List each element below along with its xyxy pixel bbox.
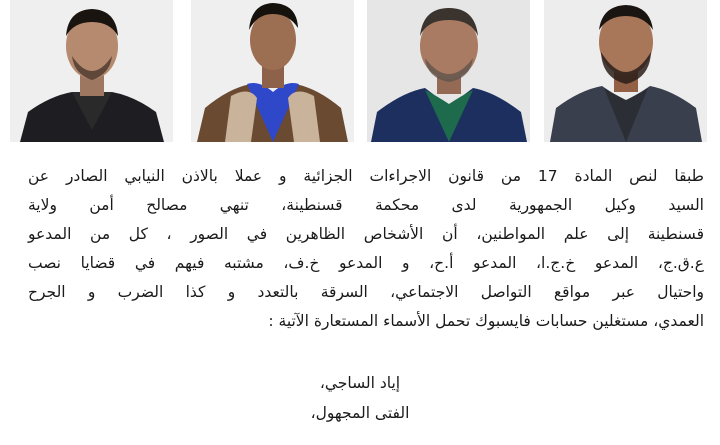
- portrait-image: [10, 0, 173, 142]
- portrait-image: [367, 0, 530, 142]
- suspect-photo-4: [544, 0, 707, 142]
- alias-2: الفتى المجهول،: [310, 404, 410, 422]
- notice-line-4: ع.ق.ج، المدعو خ.ج.ا، المدعو أ.ح، و المدعو خ.ف، مشتبه فيهم في قضايا نصب: [28, 254, 704, 272]
- suspect-photo-1: [10, 0, 173, 142]
- notice-line-3: قسنطينة إلى علم المواطنين، أن الأشخاص الظاهرين في الصور ، كل من المدعو: [28, 225, 704, 243]
- notice-line-2: السيد وكيل الجمهورية لدى محكمة قسنطينة، تنهي مصالح أمن ولاية: [28, 196, 704, 214]
- alias-list: [0, 368, 720, 428]
- suspect-photos-row: [0, 0, 720, 150]
- suspect-photo-2: [191, 0, 354, 142]
- notice-line-1: طبقا لنص المادة 17 من قانون الاجراءات الجزائية و عملا بالاذن النيابي الصادر عن: [28, 167, 704, 185]
- alias-1: إياد الساجي،: [319, 374, 401, 392]
- police-notice-text: [28, 162, 704, 336]
- portrait-image: [191, 0, 354, 142]
- notice-line-6: العمدي، مستغلين حسابات فايسبوك تحمل الأسماء المستعارة الآتية :: [268, 312, 704, 330]
- notice-line-5: واحتيال عبر مواقع التواصل الاجتماعي، السرقة بالتعدد و كذا الضرب و الجرح: [28, 283, 704, 301]
- suspect-photo-3: [367, 0, 530, 142]
- portrait-image: [544, 0, 707, 142]
